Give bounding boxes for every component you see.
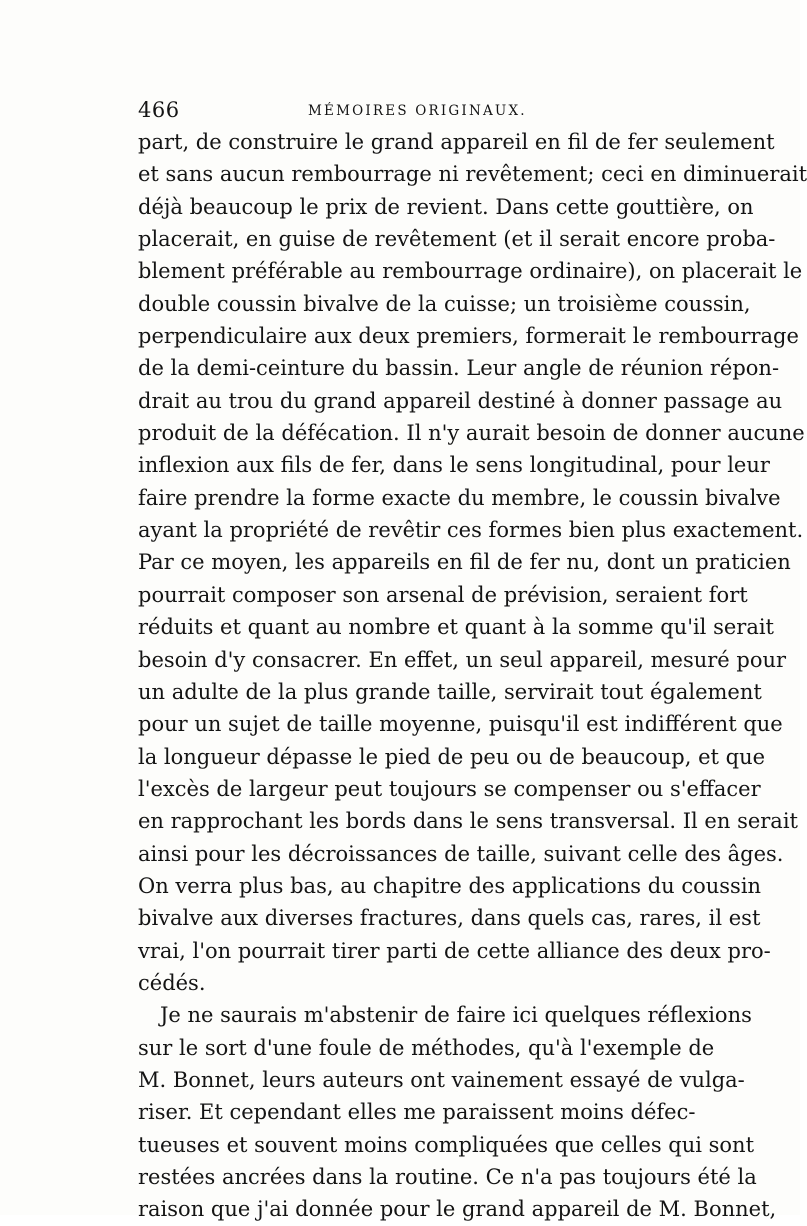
text-line: inflexion aux fils de fer, dans le sens longitudinal, pour leur [138,453,770,478]
text-line: drait au trou du grand appareil destiné à donner passage au [138,388,783,413]
text-line: raison que j'ai donnée pour le grand appareil de M. Bonnet, [138,1197,777,1222]
text-line: pour un sujet de taille moyenne, puisqu'il est indifférent que [138,712,783,737]
text-line: besoin d'y consacrer. En effet, un seul appareil, mesuré pour [138,647,787,672]
text-line: ainsi pour les décroissances de taille, suivant celle des âges. [138,841,784,866]
text-line: ayant la propriété de revêtir ces formes bien plus exactement. [138,518,804,543]
text-line: la longueur dépasse le pied de peu ou de beaucoup, et que [138,744,766,769]
text-line: en rapprochant les bords dans le sens transversal. Il en serait [138,809,798,834]
text-line: réduits et quant au nombre et quant à la somme qu'il serait [138,615,774,640]
text-line: blement préférable au rembourrage ordinaire), on placerait le [138,259,803,284]
text-line: déjà beaucoup le prix de revient. Dans cette gouttière, on [138,194,754,219]
text-line: riser. Et cependant elles me paraissent moins défec- [138,1100,696,1125]
paragraph-1 [138,126,807,999]
text-line: pourrait composer son arsenal de prévision, seraient fort [138,582,748,607]
text-line: M. Bonnet, leurs auteurs ont vainement essayé de vulga- [138,1067,745,1092]
text-line: et sans aucun rembourrage ni revêtement; ceci en diminuerait [138,162,807,187]
text-line: double coussin bivalve de la cuisse; un troisième coussin, [138,291,751,316]
text-line: tueuses et souvent moins compliquées que celles qui sont [138,1132,755,1157]
text-line: Je ne saurais m'abstenir de faire ici quelques réflexions [160,1003,752,1028]
body-text [138,126,807,1226]
text-line: sur le sort d'une foule de méthodes, qu'à l'exemple de [138,1035,715,1060]
text-line: bivalve aux diverses fractures, dans quels cas, rares, il est [138,906,761,931]
text-line: Par ce moyen, les appareils en fil de fer nu, dont un praticien [138,550,791,575]
paragraph-2 [138,999,777,1225]
page-number: 466 [138,98,180,122]
text-line: placerait, en guise de revêtement (et il serait encore proba- [138,227,776,252]
text-line: l'excès de largeur peut toujours se compenser ou s'effacer [138,776,761,801]
running-title: MÉMOIRES ORIGINAUX. [308,103,527,119]
text-line: On verra plus bas, au chapitre des applications du coussin [138,873,762,898]
text-line: perpendiculaire aux deux premiers, formerait le rembourrage [138,324,799,349]
text-line: vrai, l'on pourrait tirer parti de cette alliance des deux pro- [138,938,771,963]
text-line: restées ancrées dans la routine. Ce n'a pas toujours été la [138,1165,757,1189]
text-line: produit de la défécation. Il n'y aurait besoin de donner aucune [138,421,805,446]
text-line: de la demi-ceinture du bassin. Leur angle de réunion répon- [138,356,780,381]
page-header [138,98,674,128]
text-line: cédés. [138,970,206,995]
text-line: part, de construire le grand appareil en fil de fer seulement [138,130,775,154]
text-line: un adulte de la plus grande taille, servirait tout également [138,679,762,704]
text-line: faire prendre la forme exacte du membre, le coussin bivalve [138,485,781,510]
